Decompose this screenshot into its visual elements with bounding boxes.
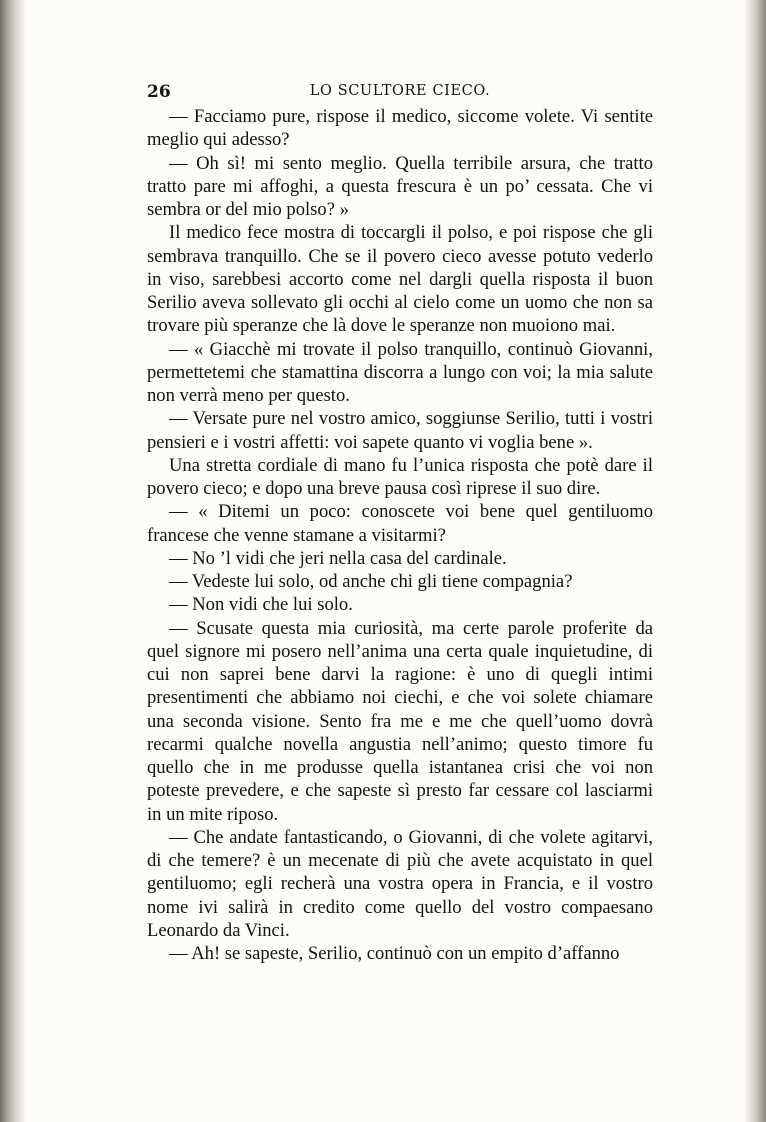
paragraph: — Non vidi che lui solo. xyxy=(169,594,353,616)
text-body xyxy=(147,105,653,965)
paragraph: — Vedeste lui solo, od anche chi gli tiene compagnia? xyxy=(169,571,573,592)
paragraph: — « Ditemi un poco: conoscete voi bene quel gentiluomo francese che venne stamane a visitarmi? xyxy=(147,501,653,546)
book-title: LO SCULTORE CIECO. xyxy=(309,83,491,99)
paragraph: Una stretta cordiale di mano fu l’unica risposta che potè dare il povero cieco; e dopo una breve pausa così riprese il suo dire. xyxy=(147,454,653,499)
paragraph: — Oh sì! mi sento meglio. Quella terribile arsura, che tratto tratto pare mi affoghi, a questa frescura è un po’ cessata. Che vi sembra or del mio polso? » xyxy=(147,152,653,220)
paragraph: — Facciamo pure, rispose il medico, siccome volete. Vi sentite meglio qui adesso? xyxy=(147,106,653,151)
paragraph: — No ’l vidi che jeri nella casa del cardinale. xyxy=(169,547,507,569)
page-binding-shadow xyxy=(0,0,26,1122)
page-edge-shadow xyxy=(744,0,766,1122)
paragraph: — Versate pure nel vostro amico, soggiunse Serilio, tutti i vostri pensieri e i vostri affetti: voi sapete quanto vi voglia bene ». xyxy=(147,408,653,453)
paragraph: — « Giacchè mi trovate il polso tranquillo, continuò Giovanni, permettetemi che stamattina discorra a lungo con voi; la mia salute non verrà meno per questo. xyxy=(147,338,653,406)
paragraph: — Che andate fantasticando, o Giovanni, di che volete agitarvi, di che temere? è un mecenate di più che avete acquistato in quel gentiluomo; egli recherà una vostra opera in Francia, e il vostro nome ivi salirà in credito come quello del vostro compaesano Leonardo da Vinci. xyxy=(147,826,653,941)
paragraph: Il medico fece mostra di toccargli il polso, e poi rispose che gli sembrava tranquillo. Che se il povero cieco avesse potuto vederlo in viso, sarebbesi accorto come nel dargli quella risposta il buon Serilio aveva sollevato gli occhi al cielo come un uomo che non sa trovare più speranze che là dove le speranze non muoiono mai. xyxy=(147,222,653,337)
paragraph: — Scusate questa mia curiosità, ma certe parole proferite da quel signore mi posero nell’anima una certa quale inquietudine, di cui non saprei bene darvi la ragione: è uno di quegli intimi presentimenti che abbiamo noi ciechi, e che voi solete chiamare una seconda visione. Sento fra me e me che quell’uomo dovrà recarmi qualche novella angustia nell’animo; questo timore fu quello che in me produsse quella istantanea crisi che voi non poteste prevedere, e che sapeste sì presto far cessare col lasciarmi in un mite riposo. xyxy=(147,617,653,825)
running-header xyxy=(147,82,653,106)
page-number: 26 xyxy=(147,82,171,102)
paragraph: — Ah! se sapeste, Serilio, continuò con un empito d’affanno xyxy=(169,943,620,964)
